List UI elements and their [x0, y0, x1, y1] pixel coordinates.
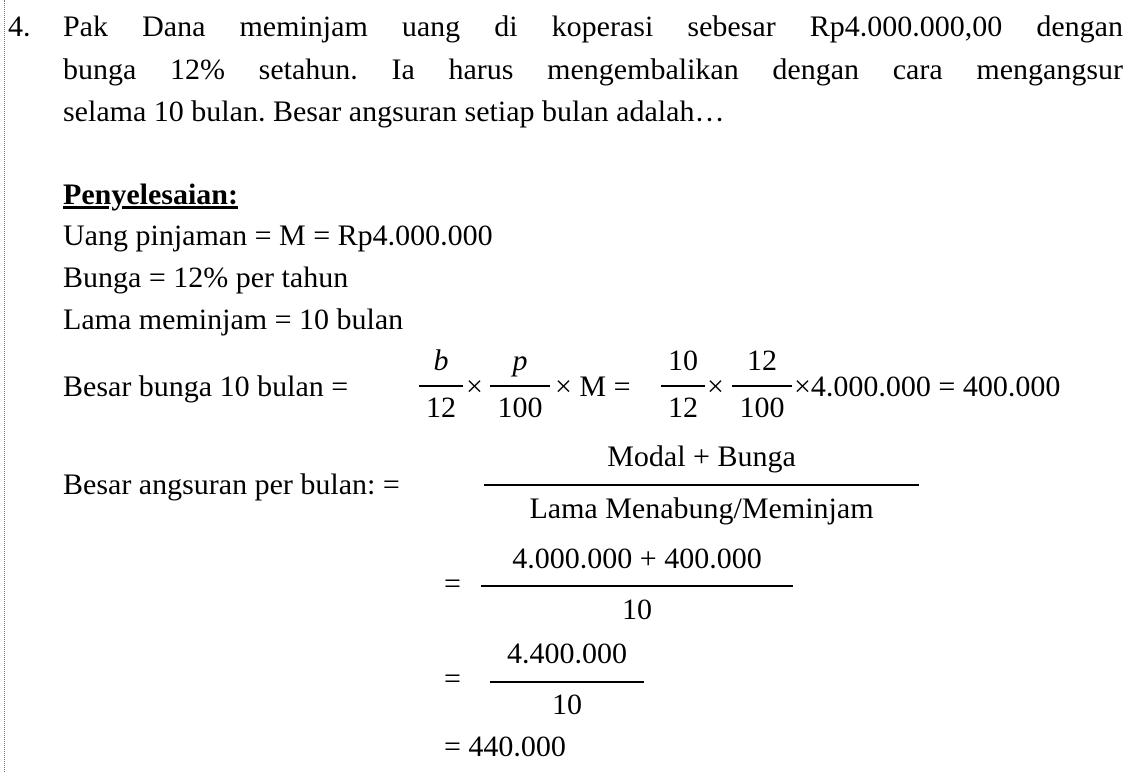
times-m-equals: × M =: [555, 370, 631, 403]
fraction-bar: [490, 385, 550, 387]
fraction-numerator: p: [512, 344, 528, 377]
fraction-denominator: 12: [426, 391, 456, 424]
interest-label: Besar bunga 10 bulan =: [63, 370, 349, 403]
fraction-numerator: 4.400.000: [507, 637, 627, 670]
fraction-10-over-12: [661, 344, 705, 430]
fraction-bar: [732, 385, 792, 387]
final-answer: = 440.000: [444, 730, 566, 763]
fraction-denominator: 10: [622, 593, 652, 626]
fraction-denominator: 10: [552, 688, 582, 721]
fraction-bar: [481, 585, 793, 587]
problem-line-1: Pak Dana meminjam uang di koperasi sebesar Rp4.000.000,00 dengan: [63, 10, 1123, 43]
fraction-12-over-100: [732, 344, 792, 430]
fraction-b-over-12: [419, 344, 463, 430]
problem-number: 4.: [8, 10, 31, 43]
interest-result: ×4.000.000 = 400.000: [794, 370, 1061, 403]
equals-sign: =: [444, 662, 461, 695]
problem-line-3: selama 10 bulan. Besar angsuran setiap bulan adalah…: [63, 95, 725, 128]
fraction-bar: [490, 681, 644, 683]
given-duration: Lama meminjam = 10 bulan: [63, 303, 404, 336]
times-operator: ×: [707, 370, 724, 403]
fraction-p-over-100: [490, 344, 550, 430]
given-loan: Uang pinjaman = M = Rp4.000.000: [63, 219, 493, 252]
given-interest: Bunga = 12% per tahun: [63, 261, 349, 294]
fraction-numerator: Modal + Bunga: [607, 440, 796, 473]
equals-sign: =: [444, 567, 461, 600]
problem-line-2: bunga 12% setahun. Ia harus mengembalikan dengan cara mengangsur: [63, 53, 1123, 86]
fraction-bar: [661, 385, 705, 387]
fraction-step-2: [490, 637, 644, 725]
fraction-bar: [419, 385, 463, 387]
page-left-border: [4, 0, 5, 772]
fraction-numerator: 12: [747, 344, 777, 377]
fraction-bar: [484, 484, 919, 486]
fraction-numerator: 10: [668, 344, 698, 377]
fraction-denominator: 100: [497, 391, 543, 424]
fraction-denominator: Lama Menabung/Meminjam: [529, 492, 874, 525]
times-operator: ×: [466, 370, 483, 403]
installment-label: Besar angsuran per bulan: =: [63, 468, 400, 501]
solution-heading: Penyelesaian:: [63, 178, 238, 211]
fraction-denominator: 100: [739, 391, 785, 424]
fraction-numerator: 4.000.000 + 400.000: [512, 542, 762, 575]
fraction-installment-formula: [484, 440, 919, 530]
fraction-denominator: 12: [668, 391, 698, 424]
fraction-numerator: b: [433, 344, 449, 377]
fraction-step-1: [481, 542, 793, 630]
